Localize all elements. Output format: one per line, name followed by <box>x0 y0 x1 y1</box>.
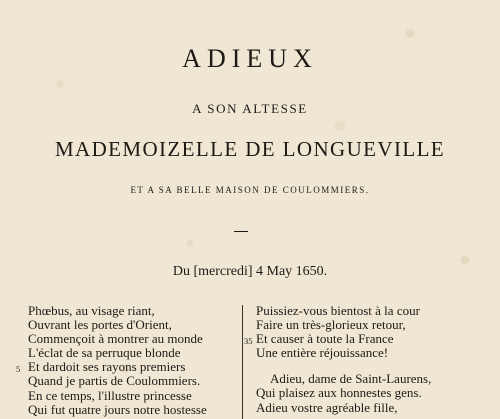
verse-line <box>256 346 476 360</box>
poem-column-left <box>16 303 228 417</box>
verse-text: Adieu vostre agréable fille, <box>256 399 398 415</box>
verse-line <box>28 318 228 332</box>
verse-line <box>256 401 476 415</box>
dedication-line-2: MADEMOIZELLE DE LONGUEVILLE <box>54 137 446 161</box>
verse-text: Ouvrant les portes d'Orient, <box>28 317 172 333</box>
verse-line <box>244 331 476 347</box>
verse-line <box>256 372 476 386</box>
verse-line <box>28 403 228 417</box>
verse-text: Adieu, dame de Saint-Laurens, <box>270 371 432 387</box>
verse-line <box>28 389 228 403</box>
verse-line <box>256 386 476 400</box>
section-rule <box>234 231 248 232</box>
verse-text: Et causer à toute la France <box>256 331 394 347</box>
verse-text: Une entière réjouissance! <box>256 345 389 361</box>
verse-text: Commençoit à montrer au monde <box>28 331 203 347</box>
verse-text: En ce temps, l'illustre princesse <box>28 387 192 403</box>
line-number: 5 <box>16 364 21 375</box>
dedication-line-3: ET A SA BELLE MAISON DE COULOMMIERS. <box>130 185 370 195</box>
verse-line <box>28 304 228 318</box>
dedication-line-1: A SON ALTESSE <box>192 101 308 116</box>
verse-text: Puissiez-vous bientost à la cour <box>256 303 420 318</box>
poem-column-right <box>244 303 476 415</box>
line-number: 35 <box>244 336 253 347</box>
verse-text: Quand je partis de Coulommiers. <box>28 373 201 389</box>
verse-text: Qui fut quatre jours notre hostesse <box>28 401 207 417</box>
poem-date: Du [mercredi] 4 May 1650. <box>172 264 328 279</box>
column-divider <box>242 305 243 419</box>
verse-line <box>256 318 476 332</box>
verse-line <box>28 332 228 346</box>
verse-line <box>256 304 476 318</box>
verse-line <box>28 374 228 388</box>
verse-text: Qui plaisez aux honnestes gens. <box>256 385 422 401</box>
verse-text: L'éclat de sa perruque blonde <box>28 345 181 361</box>
verse-text: Phœbus, au visage riant, <box>28 303 155 318</box>
verse-text: Faire un très-glorieux retour, <box>256 317 406 333</box>
verse-line <box>16 359 228 375</box>
page-title: ADIEUX <box>182 44 318 73</box>
verse-line <box>28 346 228 360</box>
verse-text: Et dardoit ses rayons premiers <box>28 359 186 375</box>
